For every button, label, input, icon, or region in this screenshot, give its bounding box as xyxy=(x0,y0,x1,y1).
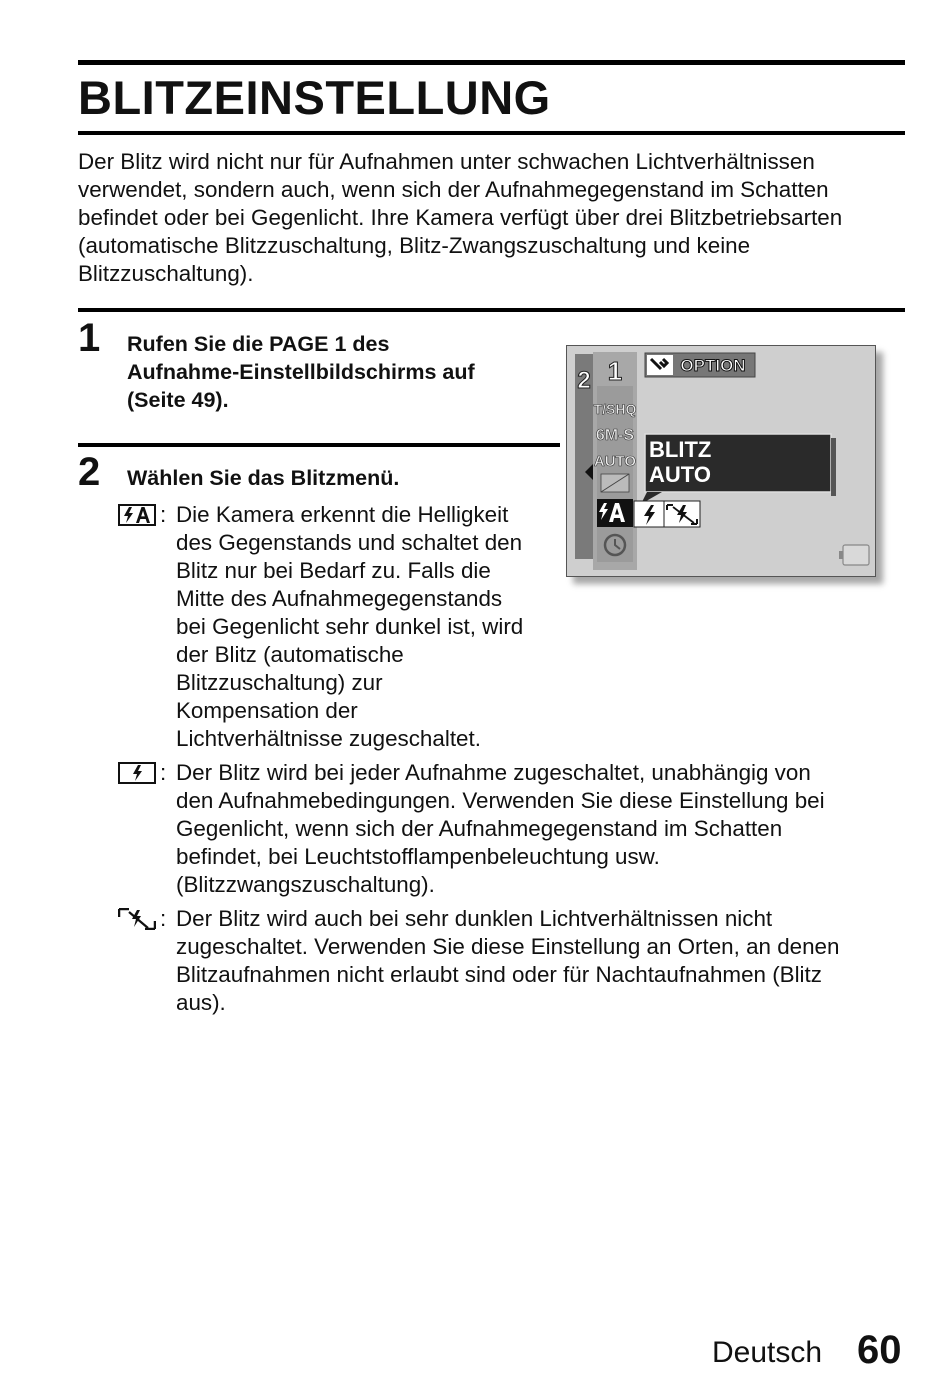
flash-forced-icon xyxy=(118,762,156,784)
page-number: 60 xyxy=(857,1328,902,1372)
option-line: Gegenlicht, wenn sich der Aufnahmegegenstand im Schatten xyxy=(176,816,783,841)
camera-screen-figure xyxy=(566,345,876,577)
option-flash-forced-text xyxy=(176,759,906,899)
option-line: (Blitzzwangszuschaltung). xyxy=(176,872,435,897)
wrench-icon-bg xyxy=(647,355,673,375)
tab-2-label: 2 xyxy=(577,367,591,394)
flash-popup-shadow xyxy=(831,438,836,496)
flash-popup-line1: BLITZ xyxy=(649,437,712,462)
step-2-number: 2 xyxy=(78,450,101,494)
camera-screen-svg xyxy=(567,346,874,575)
option-colon: : xyxy=(160,502,167,527)
page-title: BLITZEINSTELLUNG xyxy=(78,71,551,124)
option-line: Die Kamera erkennt die Helligkeit xyxy=(176,502,509,527)
option-label: OPTION xyxy=(680,356,746,375)
option-line: befindet, bei Leuchtstofflampenbeleuchtung usw. xyxy=(176,844,660,869)
flash-off-glyph xyxy=(118,908,156,930)
option-line: Blitzaufnahmen nicht erlaubt sind oder für Nachtaufnahmen (Blitz xyxy=(176,962,822,987)
battery-icon xyxy=(839,545,869,565)
resolution-menu-icon: 6M-S xyxy=(595,427,635,444)
option-line: zugeschaltet. Verwenden Sie diese Einstellung an Orten, an denen xyxy=(176,934,840,959)
option-line: Der Blitz wird auch bei sehr dunklen Lichtverhältnissen nicht xyxy=(176,906,773,931)
option-flash-off-text xyxy=(176,905,906,1017)
option-line: Der Blitz wird bei jeder Aufnahme zugeschaltet, unabhängig von xyxy=(176,760,811,785)
footer-language: Deutsch xyxy=(712,1336,823,1369)
option-line: den Aufnahmebedingungen. Verwenden Sie diese Einstellung bei xyxy=(176,788,825,813)
option-line: Lichtverhältnisse zugeschaltet. xyxy=(176,726,481,751)
flash-forced-glyph xyxy=(129,764,145,782)
option-line: bei Gegenlicht sehr dunkel ist, wird xyxy=(176,614,524,639)
option-line: Mitte des Aufnahmegegenstands xyxy=(176,586,503,611)
flash-popup-line2: AUTO xyxy=(649,462,711,487)
option-line: aus). xyxy=(176,990,226,1015)
step-2-line: Wählen Sie das Blitzmenü. xyxy=(127,466,400,490)
step-1-line: Rufen Sie die PAGE 1 des xyxy=(127,332,390,356)
step-1-rule xyxy=(78,308,905,312)
title-rule xyxy=(78,131,905,135)
option-line: Kompensation der xyxy=(176,698,358,723)
flash-auto-icon xyxy=(118,504,156,526)
step-1-text xyxy=(127,330,475,414)
step-2-text xyxy=(127,464,399,492)
option-line: Blitzzuschaltung) zur xyxy=(176,670,383,695)
filter-menu-icon xyxy=(601,474,629,492)
quality-menu-icon: T/SHQ xyxy=(593,401,637,417)
step-1-line: (Seite 49). xyxy=(127,388,229,412)
option-line: Blitz nur bei Bedarf zu. Falls die xyxy=(176,558,491,583)
step-2-rule xyxy=(78,443,560,447)
step-1-number: 1 xyxy=(78,316,101,360)
intro-paragraph: Der Blitz wird nicht nur für Aufnahmen unter schwachen Lichtverhältnissen verwendet, sondern auch, wenn sich der Aufnahmegegenstand im Schatten befindet oder bei Gegenlicht. Ihre Kamera verfügt über drei Blitzbetriebsarten (automatische Blitzzuschaltung, Blitz-Zwangszuschaltung und keine Blitzzuschaltung). xyxy=(78,149,843,286)
tab-1-label: 1 xyxy=(607,356,623,386)
flash-off-icon xyxy=(118,908,156,930)
option-line: der Blitz (automatische xyxy=(176,642,404,667)
option-line: des Gegenstands und schaltet den xyxy=(176,530,523,555)
flash-auto-glyph xyxy=(121,506,153,524)
scene-menu-icon: AUTO xyxy=(593,453,637,470)
step-1-line: Aufnahme-Einstellbildschirms auf xyxy=(127,360,475,384)
option-colon: : xyxy=(160,760,167,785)
option-colon: : xyxy=(160,906,167,931)
top-rule xyxy=(78,60,905,65)
